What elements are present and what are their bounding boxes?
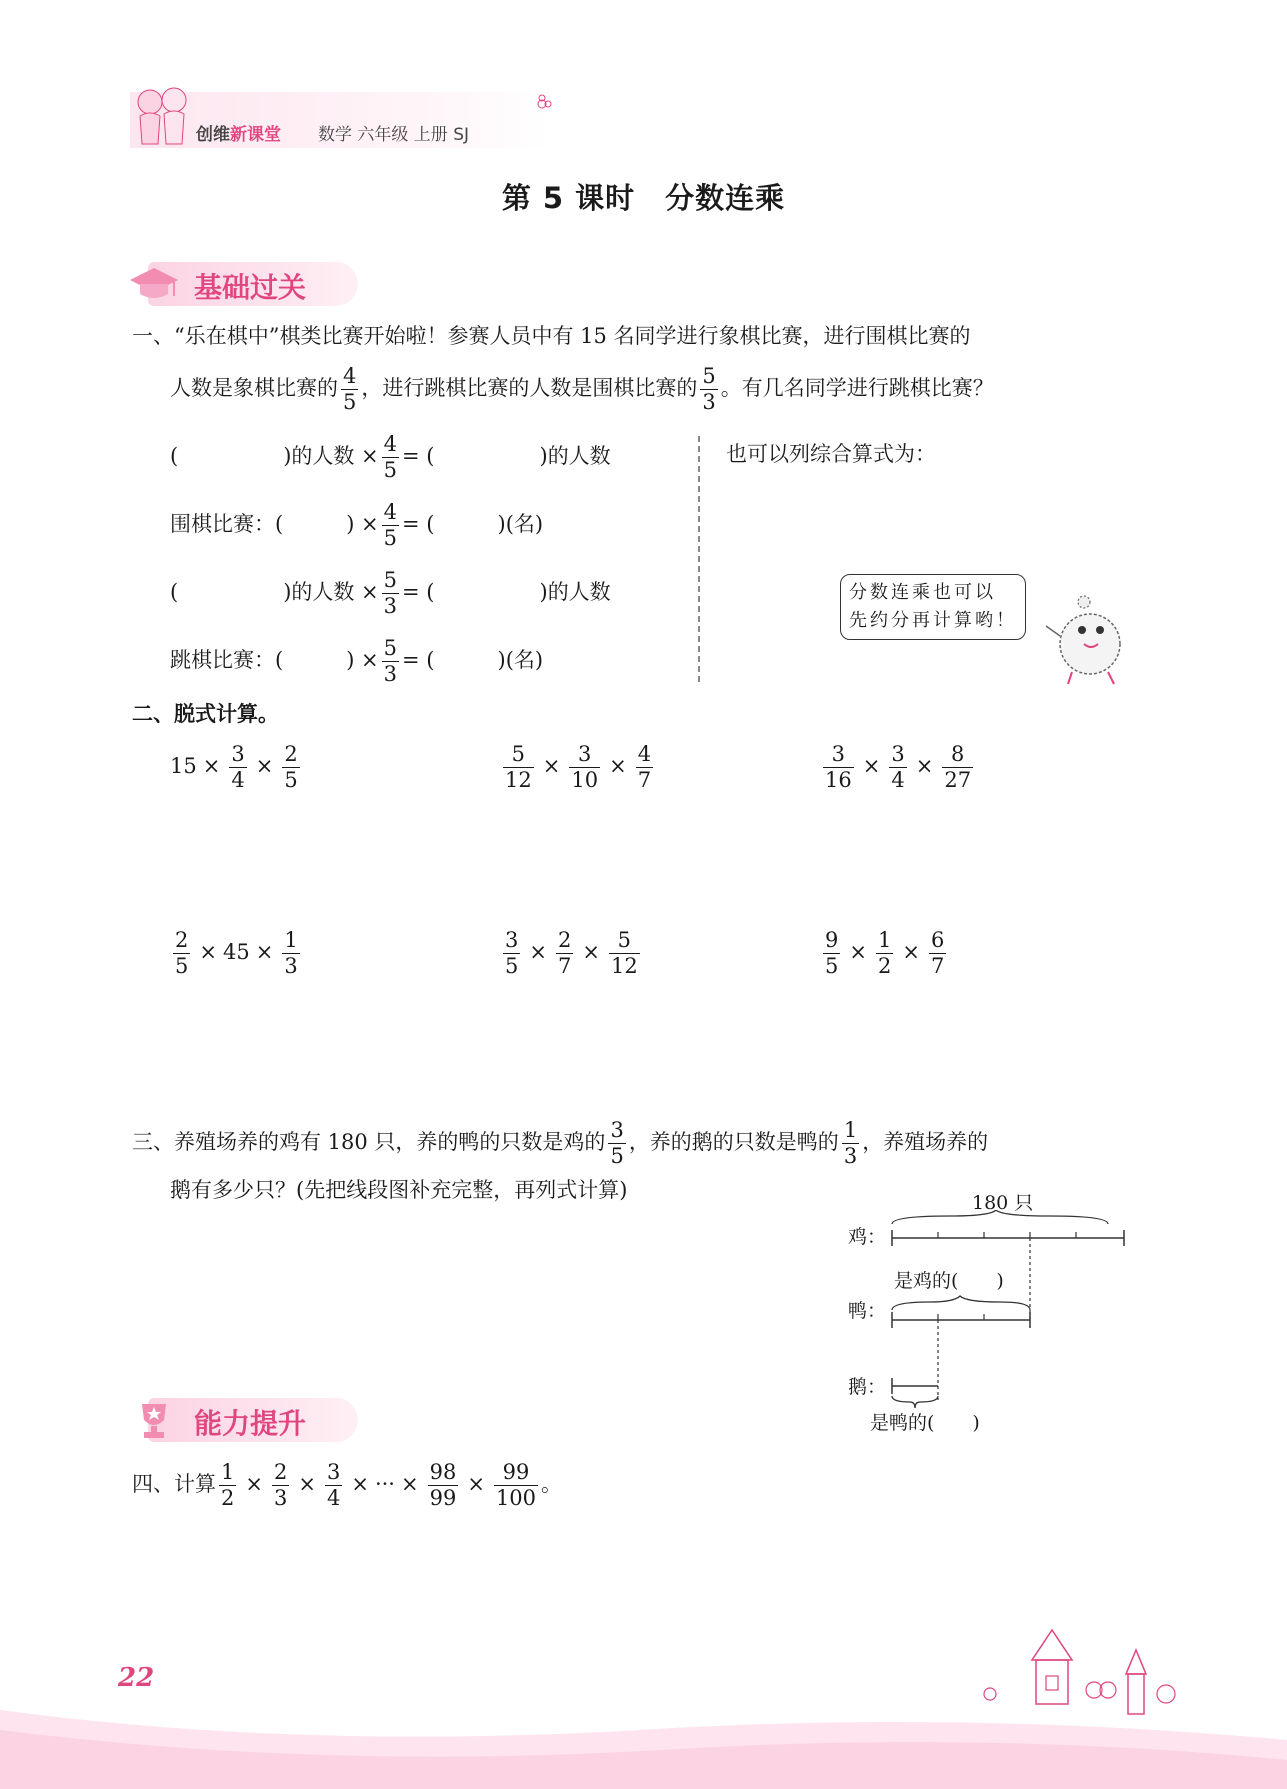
q1-combined-formula-prompt: 也可以列综合算式为： xyxy=(726,442,936,466)
diagram-goose-note: 是鸭的( ) xyxy=(870,1412,980,1434)
q2-expression-4: $\frac{2}{5}$ × 45 × $\frac{1}{3}$ xyxy=(175,928,298,978)
section-title-basic: 基础过关 xyxy=(194,271,307,304)
q1-step-row-1: ( )的人数 × $\frac{4}{5}$ = ( )的人数 xyxy=(170,432,611,482)
goose-brace xyxy=(892,1396,938,1408)
dashed-divider xyxy=(698,436,700,682)
diagram-total-label: 180 只 xyxy=(972,1192,1034,1214)
q1-step-row-2: 围棋比赛：( ) × $\frac{4}{5}$ = ( )(名) xyxy=(170,500,544,550)
q2-expression-2: $\frac{5}{12}$ × $\frac{3}{10}$ × $\frac{4}{7}$ xyxy=(505,742,652,792)
q1-step-row-3: ( )的人数 × $\frac{5}{3}$ = ( )的人数 xyxy=(170,568,611,618)
segment-diagram xyxy=(880,1210,1130,1420)
diagram-goose-label: 鹅： xyxy=(848,1376,887,1398)
q1-text-line2: 人数是象棋比赛的 $\frac{4}{5}$ ，进行跳棋比赛的人数是围棋比赛的 $\frac{5}{3}$ 。有几名同学进行跳棋比赛？ xyxy=(170,364,994,414)
trophy-icon xyxy=(132,1398,176,1442)
graduation-cap-icon xyxy=(128,262,180,306)
diagram-duck-label: 鸭： xyxy=(848,1300,887,1322)
q2-expression-1: 15 × $\frac{3}{4}$ × $\frac{2}{5}$ xyxy=(170,742,298,792)
q2-expression-3: $\frac{3}{16}$ × $\frac{3}{4}$ × $\frac{8}{27}$ xyxy=(825,742,972,792)
q1-step-row-4: 跳棋比赛：( ) × $\frac{5}{3}$ = ( )(名) xyxy=(170,636,544,686)
page-title: 第 5 课时 分数连乘 xyxy=(501,181,786,215)
flower-icon xyxy=(532,94,552,114)
q2-expression-5: $\frac{3}{5}$ × $\frac{2}{7}$ × $\frac{5}{12}$ xyxy=(505,928,638,978)
castle-decoration-icon xyxy=(960,1620,1180,1740)
book-subtitle: 数学 六年级 上册 SJ xyxy=(318,125,470,145)
page-number: 22 xyxy=(118,1663,155,1693)
q1-text-line1: 一、“乐在棋中”棋类比赛开始啦！参赛人员中有 15 名同学进行象棋比赛，进行围棋比赛的 xyxy=(132,324,971,348)
q2-expression-6: $\frac{9}{5}$ × $\frac{1}{2}$ × $\frac{6}{7}$ xyxy=(825,928,945,978)
q3-text-line2: 鹅有多少只？(先把线段图补充完整，再列式计算) xyxy=(170,1178,628,1202)
diagram-duck-note: 是鸡的( ) xyxy=(894,1270,1004,1292)
brand-name: 创维新课堂 xyxy=(196,125,281,145)
q1-fraction-4-5: $\frac{4}{5}$ xyxy=(343,364,357,414)
duck-brace xyxy=(892,1296,1030,1310)
q4-expression: 四、计算 $\frac{1}{2}$ × $\frac{2}{3}$ × $\frac{3}{4}$ × ··· × $\frac{98}{99}$ × $\frac{99}{100}$ 。 xyxy=(132,1460,563,1510)
q1-fraction-5-3: $\frac{5}{3}$ xyxy=(702,364,716,414)
mascot-character-icon xyxy=(1044,586,1144,688)
q2-label: 二、脱式计算。 xyxy=(132,702,279,726)
hint-speech-bubble: 分数连乘也可以 先约分再计算哟！ xyxy=(840,574,1026,640)
chicken-brace xyxy=(892,1210,1108,1224)
kids-illustration xyxy=(128,80,194,152)
q3-text-line1: 三、养殖场养的鸡有 180 只，养的鸭的只数是鸡的 $\frac{3}{5}$ ，养的鹅的只数是鸭的 $\frac{1}{3}$ ，养殖场养的 xyxy=(132,1118,989,1168)
diagram-chicken-label: 鸡： xyxy=(848,1226,887,1248)
section-title-advanced: 能力提升 xyxy=(194,1407,307,1440)
